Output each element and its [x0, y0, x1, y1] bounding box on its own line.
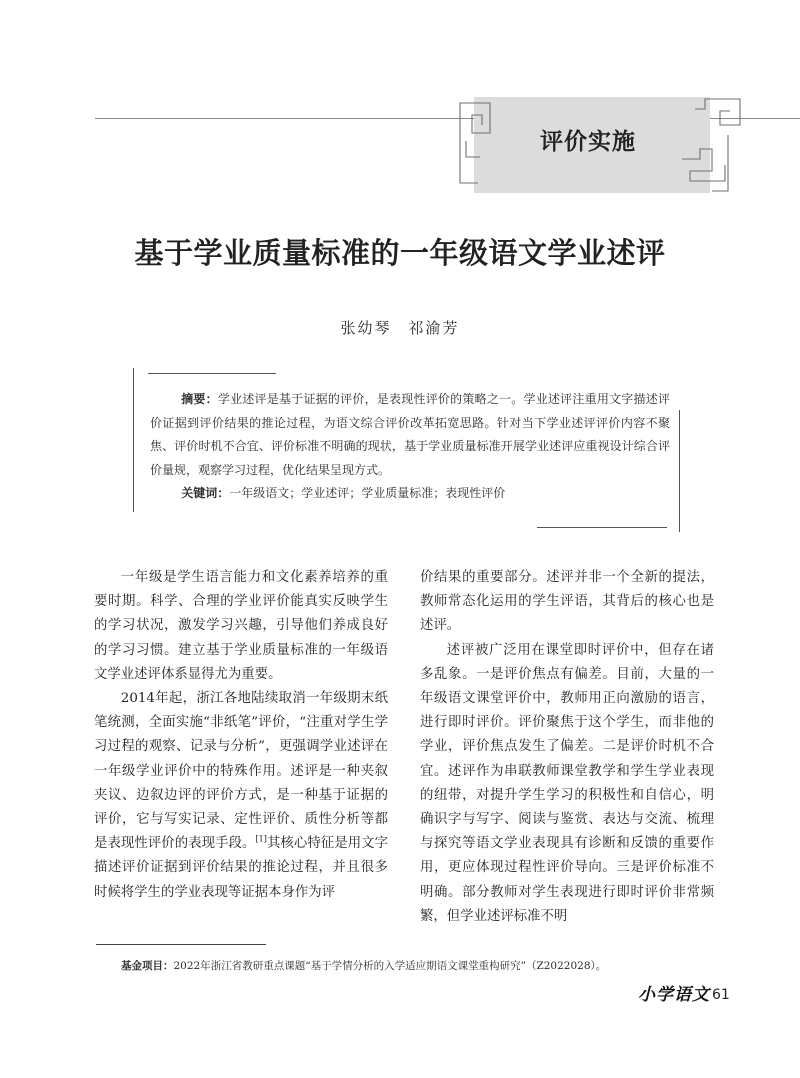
body-paragraph: 价结果的重要部分。述评并非一个全新的提法，教师常态化运用的学生评语，其背后的核心也是述评。	[420, 570, 714, 634]
body-paragraph: 一年级是学生语言能力和文化素养培养的重要时期。科学、合理的学业评价能真实反映学生的学习状况，激发学习兴趣，引导他们养成良好的学习习惯。建立基于学业质量标准的一年级语文学业述评体系显得尤为重要。	[94, 570, 388, 682]
abstract-bracket-right	[679, 410, 680, 532]
abstract-text: 学业述评是基于证据的评价，是表现性评价的策略之一。学业述评注重用文字描述评价证据到评价结果的推论过程，为语文综合评价改革拓宽思路。针对当下学业述评评价内容不聚焦、评价时机不合宜、评价标准不明确的现状，基于学业质量标准开展学业述评应重视设计综合评价量规，观察学习过程，优化结果呈现方式。	[150, 392, 670, 477]
keywords-paragraph	[150, 482, 670, 506]
abstract-label: 摘要：	[181, 392, 218, 406]
abstract-rule-top	[148, 373, 276, 374]
journal-name: 小学语文	[638, 985, 710, 1005]
footnote	[121, 958, 761, 974]
body-column-right	[420, 566, 714, 929]
keywords-label: 关键词：	[181, 486, 230, 500]
article-authors: 张幼琴 祁渝芳	[340, 319, 460, 337]
footnote-label: 基金项目：	[121, 960, 174, 972]
body-paragraph	[94, 687, 388, 905]
footnote-text: 2022年浙江省教研重点课题“基于学情分析的入学适应期语文课堂重构研究”（Z2022028）。	[173, 960, 607, 972]
abstract-block	[150, 388, 670, 506]
keywords-text: 一年级语文；学业述评；学业质量标准；表现性评价	[229, 486, 506, 500]
page-number: 61	[712, 987, 730, 1003]
abstract-paragraph	[150, 388, 670, 482]
section-title: 评价实施	[540, 129, 636, 155]
abstract-bracket-left	[133, 368, 134, 512]
body-text: 其核心特征是用文字描述评价证据到评价结果的推论过程，并且很多时候将学生的学业表现等证据本身作为评	[94, 836, 389, 900]
abstract-rule-bottom	[537, 527, 667, 528]
body-text: 2014年起，浙江各地陆续取消一年级期末纸笔统测，全面实施“非纸笔”评价，“注重对学生学习过程的观察、记录与分析”，更强调学业述评在一年级学业评价中的特殊作用。述评是一种夹叙夹议、边叙边评的评价方式，是一种基于证据的评价，它与写实记录、定性评价、质性分析等都是表现性评价的表现手段。	[94, 691, 388, 852]
citation-marker: [1]	[255, 834, 267, 844]
article-title: 基于学业质量标准的一年级语文学业述评	[134, 236, 666, 270]
body-column-left	[94, 566, 388, 905]
body-paragraph: 述评被广泛用在课堂即时评价中，但存在诸多乱象。一是评价焦点有偏差。目前，大量的一年级语文课堂评价中，教师用正向激励的语言，进行即时评价。评价聚焦于这个学生，而非他的学业，评价焦点发生了偏差。二是评价时机不合宜。述评作为串联教师课堂教学和学生学业表现的纽带，对提升学生学习的积极性和自信心，明确识字与写字、阅读与鉴赏、表达与交流、梳理与探究等语文学业表现具有诊断和反馈的重要作用，更应体现过程性评价导向。三是评价标准不明确。部分教师对学生表现进行即时评价非常频繁，但学业述评标准不明	[420, 642, 714, 924]
footnote-rule	[96, 944, 266, 945]
